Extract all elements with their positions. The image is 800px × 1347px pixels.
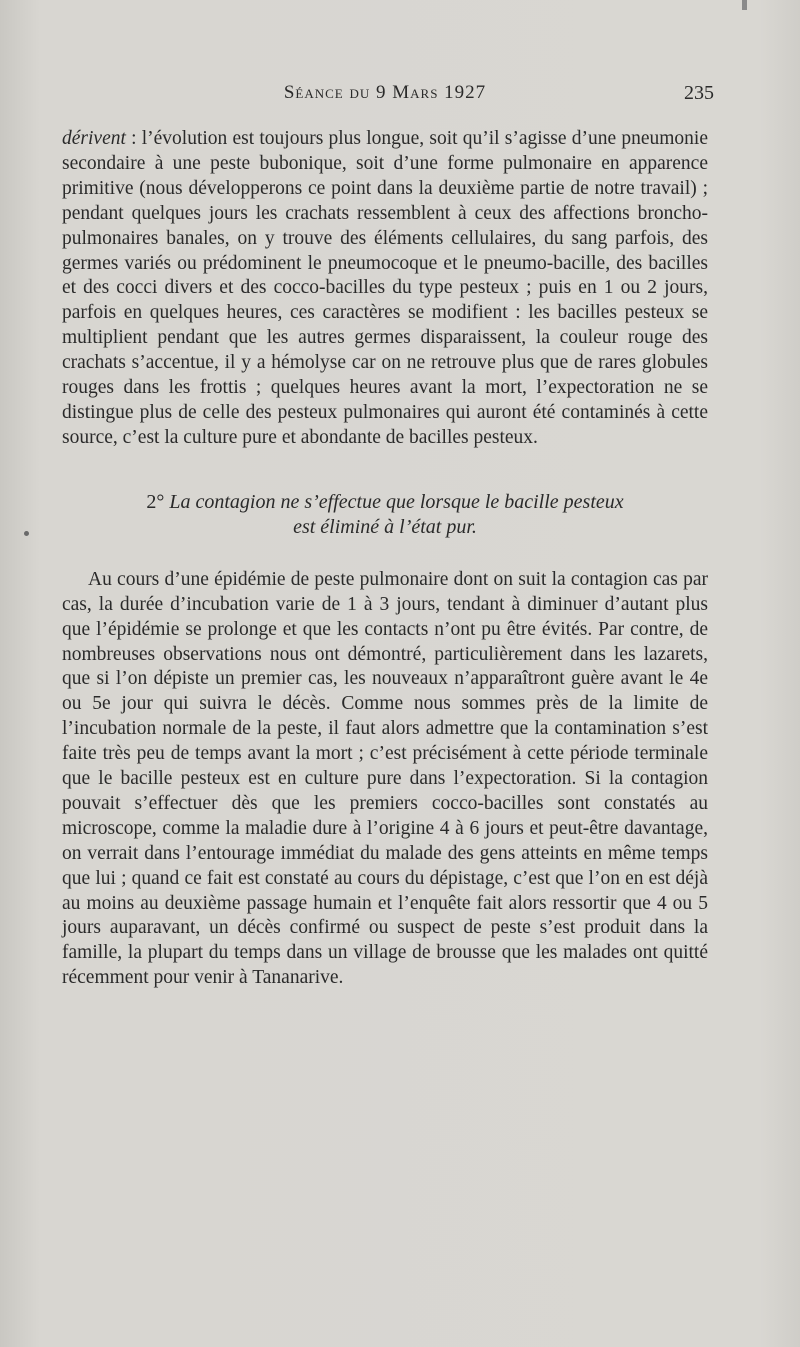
section-number: 2° (146, 490, 165, 513)
body-text (62, 127, 708, 991)
paragraph-1-text: : l’évolution est toujours plus longue, soit qu’il s’agisse d’une pneumonie secondaire à une peste bubonique, soit d’une forme pulmonaire en apparence primitive (nous développerons ce point dans la deuxième partie de notre travail) ; pendant quelques jours les crachats ressemblent à ceux des affections broncho-pulmonaires banales, on y trouve des éléments cellulaires, du sang parfois, des germes variés ou prédominent le pneumocoque et le pneumo-bacille, des bacilles et des cocci divers et des cocco-bacilles du type pesteux ; puis en 1 ou 2 jours, parfois en quelques heures, ces caractères se modifient : les bacilles pesteux se multiplient pendant que les autres germes disparaissent, la couleur rouge des crachats s’accentue, il y a hémolyse car on ne retrouve plus que de rares globules rouges dans les frottis ; quelques heures avant la mort, l’expectoration ne se distingue plus de celle des pesteux pulmonaires qui auront été contaminés à cette source, c’est la culture pure et abondante de bacilles pesteux. (62, 128, 708, 448)
ink-speck (24, 531, 29, 536)
page-header (62, 82, 714, 114)
paragraph-1 (62, 127, 708, 451)
section-title-line-2: est éliminé à l’état pur. (293, 515, 477, 538)
section-heading (62, 490, 708, 540)
scan-edge-mark (742, 0, 747, 10)
paragraph-2: Au cours d’une épidémie de peste pulmonaire dont on suit la contagion cas par cas, la durée d’incubation varie de 1 à 3 jours, tendant à diminuer d’autant plus que l’épidémie se prolonge et que les contacts n’ont pu être évités. Par contre, de nombreuses observations nous ont démontré, particulièrement dans les lazarets, que si l’on dépiste un premier cas, les nouveaux n’apparaîtront guère avant le 4e ou 5e jour qui suivra le décès. Comme nous sommes près de la limite de l’incubation normale de la peste, il faut alors admettre que la contamination s’est faite très peu de temps avant la mort ; c’est précisément à cette période terminale que le bacille pesteux est en culture pure dans l’expectoration. Si la contagion pouvait s’effectuer dès que les premiers cocco-bacilles sont constatés au microscope, comme la maladie dure à l’origine 4 à 6 jours et peut-être davantage, on verrait dans l’entourage immédiat du malade des gens atteints en même temps que lui ; quand ce fait est constaté au cours du dépistage, c’est que l’on en est déjà au moins au deuxième passage humain et l’enquête fait alors ressortir que 4 ou 5 jours auparavant, un décès confirmé ou suspect de peste s’est produit dans la famille, la plupart du temps dans un village de brousse que les malades ont quitté récemment pour venir à Tananarive. (62, 568, 708, 989)
paragraph-1-lead-italic: dérivent (62, 128, 126, 149)
page-number: 235 (684, 82, 714, 104)
section-title-line-1: La contagion ne s’effectue que lorsque le bacille pesteux (169, 490, 624, 513)
running-head: Séance du 9 Mars 1927 (283, 82, 487, 103)
section-heading-line-1 (62, 490, 708, 515)
